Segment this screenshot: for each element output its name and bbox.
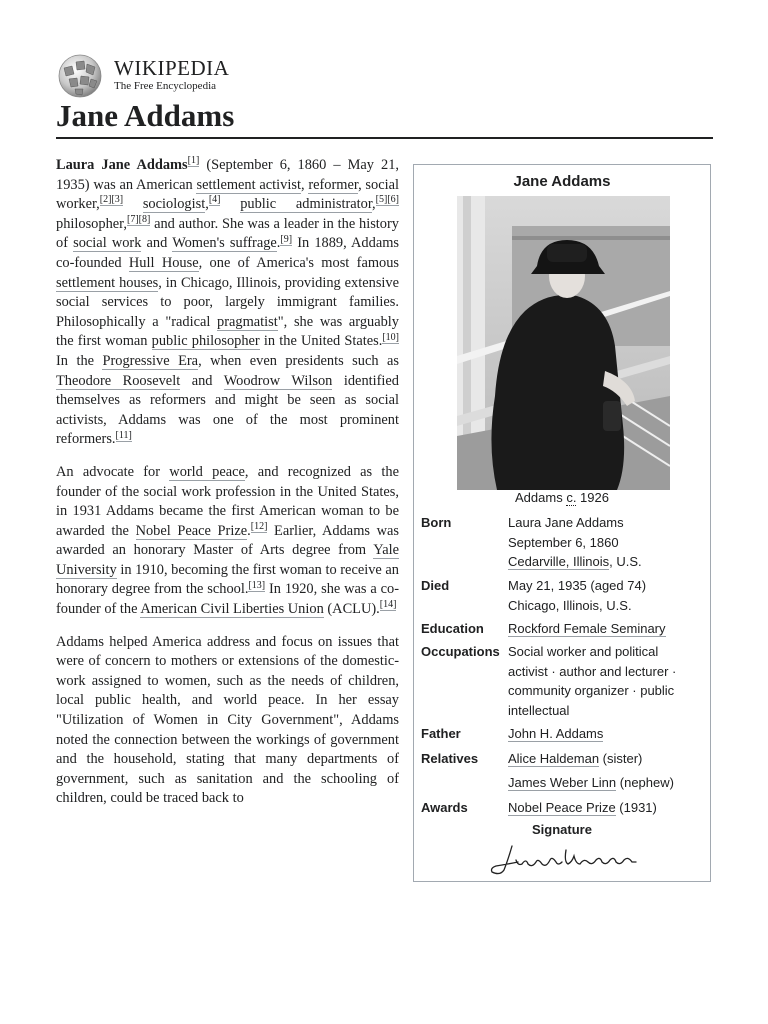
citation-link[interactable]: [10] [382, 331, 399, 343]
paragraph-text: In 1889, Addams co-founded [56, 235, 399, 271]
died-date: May 21, 1935 (aged 74) [508, 578, 647, 593]
infobox-row-born [421, 513, 705, 575]
awards-value [508, 798, 698, 818]
paragraph-text: , social worker, [56, 176, 399, 213]
paragraph-text: , when even presidents such as [198, 352, 399, 369]
citation-link[interactable]: [14] [379, 599, 397, 611]
link-nobel-peace-prize[interactable]: Nobel Peace Prize [135, 522, 248, 539]
link-theodore-roosevelt[interactable]: Theodore Roosevelt [56, 372, 181, 389]
link-settlement-houses[interactable]: settlement houses [56, 274, 159, 291]
infobox-row-occupations [421, 642, 705, 722]
died-place: Chicago, Illinois, U.S. [508, 597, 632, 613]
infobox [413, 164, 711, 882]
signature-label: Signature [532, 822, 592, 837]
paragraph-text: , [205, 196, 209, 213]
infobox-row-awards [421, 798, 705, 818]
paragraph-text: In 1920, she was a co-founder of the [56, 581, 399, 618]
paragraph-text [123, 196, 143, 212]
citation-link[interactable]: [12] [250, 520, 268, 532]
died-label: Died [421, 578, 450, 593]
awards-year: (1931) [615, 800, 657, 815]
paragraph-text: , [372, 196, 376, 213]
born-date: September 6, 1860 [508, 534, 619, 550]
signature-image [488, 842, 640, 878]
relative-item [508, 749, 698, 769]
citation-link[interactable]: [1] [187, 156, 200, 167]
link-womens-suffrage[interactable]: Women's suffrage [172, 235, 277, 252]
infobox-row-died [421, 576, 705, 616]
link-public-administrator[interactable]: public administrator [240, 196, 373, 213]
infobox-row-relatives [421, 749, 705, 795]
relative-relation: (nephew) [616, 774, 674, 790]
caption-text: 1926 [576, 490, 609, 505]
relative-relation: (sister) [599, 751, 643, 766]
link-yale-university[interactable]: Yale University [56, 542, 399, 578]
photo-caption [414, 490, 710, 505]
link-john-h-addams[interactable]: John H. Addams [508, 726, 604, 741]
paragraph-text: , in Chicago, Illinois, providing extensive social services to poor, largely immigrant families. Philosophically a "radical [56, 274, 399, 330]
wikipedia-wordmark[interactable] [114, 56, 229, 93]
paragraph-text: ", she was arguably the first woman [56, 313, 399, 350]
paragraph-text: (September 6, 1860 – May 21, 1935) was an American [56, 157, 399, 193]
education-label: Education [421, 621, 484, 636]
citation-link[interactable]: [4] [208, 194, 221, 206]
relatives-value [508, 749, 698, 792]
page-title: Jane Addams [56, 98, 235, 133]
site-name: WIKIPEDIA [114, 56, 230, 80]
awards-label: Awards [421, 800, 468, 815]
relative-item [508, 773, 698, 793]
paragraph-text: and [180, 372, 224, 389]
link-hull-house[interactable]: Hull House [128, 254, 199, 271]
title-divider [56, 137, 713, 139]
paragraph-text: and author. She was a leader in the history of [56, 215, 399, 252]
died-value [508, 576, 698, 615]
citation-link[interactable]: [7][8] [126, 213, 151, 225]
link-public-philosopher[interactable]: public philosopher [151, 333, 260, 350]
link-social-work[interactable]: social work [73, 235, 142, 252]
link-rockford-female-seminary[interactable]: Rockford Female Seminary [508, 621, 666, 636]
link-aclu[interactable]: American Civil Liberties Union [140, 601, 324, 618]
paragraph-text: , [300, 176, 309, 193]
paragraph-text: and [141, 235, 173, 252]
paragraph-text: . [247, 522, 251, 539]
paragraph-text: In the [56, 352, 103, 369]
infobox-row-father [421, 724, 705, 744]
occupations-label: Occupations [421, 644, 500, 659]
father-value [508, 724, 698, 744]
link-reformer[interactable]: reformer [308, 176, 359, 193]
lead-name: Laura Jane Addams [56, 157, 188, 173]
link-pragmatist[interactable]: pragmatist [217, 313, 278, 330]
father-label: Father [421, 726, 461, 741]
circa-abbreviation: c. [566, 490, 577, 505]
link-progressive-era[interactable]: Progressive Era [102, 352, 199, 369]
paragraph-text: philosopher, [56, 215, 127, 232]
paragraph-text: in 1910, becoming the first woman to receive an honorary degree from the school. [56, 561, 399, 598]
citation-link[interactable]: [11] [115, 429, 132, 441]
born-value [508, 513, 698, 572]
paragraph-text: An advocate for [56, 463, 170, 480]
citation-link[interactable]: [5][6] [375, 194, 399, 206]
infobox-title: Jane Addams [513, 173, 611, 190]
wikipedia-globe-icon[interactable] [56, 54, 104, 98]
caption-text: Addams [515, 490, 567, 505]
link-alice-haldeman[interactable]: Alice Haldeman [508, 751, 600, 766]
link-settlement-activist[interactable]: settlement activist [196, 176, 301, 193]
portrait-photo[interactable] [457, 196, 670, 490]
paragraph-2 [56, 463, 399, 620]
infobox-row-education [421, 619, 705, 639]
born-label: Born [421, 515, 452, 530]
paragraph-text: identified themselves as reformers and might be seen as social activists, Addams was one of the most prominent reformers. [56, 372, 399, 448]
link-sociologist[interactable]: sociologist [142, 196, 206, 213]
paragraph-text: in the United States. [259, 333, 383, 350]
citation-link[interactable]: [2][3] [99, 194, 124, 206]
link-world-peace[interactable]: world peace [169, 463, 245, 480]
link-james-weber-linn[interactable]: James Weber Linn [508, 774, 617, 790]
paragraph-text [220, 196, 240, 212]
paragraph-text: , and recognized as the founder of the social work profession in the United States, in 1931 Addams became the first American woman to be awarded the [56, 463, 399, 539]
link-cedarville[interactable]: Cedarville, Illinois [508, 554, 610, 569]
link-nobel-peace-prize-infobox[interactable]: Nobel Peace Prize [508, 800, 616, 815]
paragraph-text: , one of America's most famous [198, 254, 399, 271]
site-tagline: The Free Encyclopedia [114, 80, 217, 92]
paragraph-3: Addams helped America address and focus on issues that were of concern to mothers or extensions of the domestic-work assigned to women, such as the needs of children, local public health, and world peace. In her essay "Utilization of Women in City Government", Addams noted the connection between the workings of government and the household, stating that many departments of government, such as sanitation and the schooling of children, could be traced back to [56, 633, 399, 807]
relatives-label: Relatives [421, 751, 479, 766]
occupations-value: Social worker and political activist · author and lecturer · community organizer · public intellectual [508, 644, 677, 718]
paragraph-1 [56, 156, 399, 450]
link-woodrow-wilson[interactable]: Woodrow Wilson [223, 372, 333, 389]
paragraph-text: Earlier, Addams was awarded an honorary Master of Arts degree from [56, 522, 399, 559]
born-place [508, 552, 698, 572]
citation-link[interactable]: [9] [280, 233, 293, 245]
paragraph-text: . [276, 235, 281, 252]
born-name: Laura Jane Addams [508, 515, 624, 530]
citation-link[interactable]: [13] [248, 579, 266, 591]
paragraph-text: (ACLU). [323, 601, 380, 618]
born-place-rest: , U.S. [609, 554, 642, 569]
article-body [56, 156, 399, 850]
education-value [508, 619, 698, 639]
